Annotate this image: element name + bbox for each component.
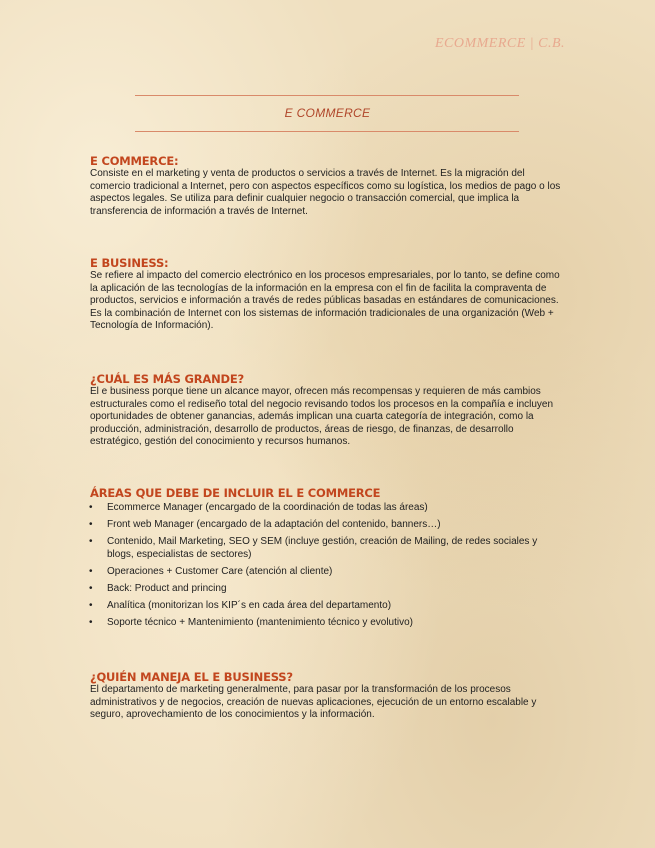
bullet-icon: • xyxy=(89,582,93,594)
section-ecommerce xyxy=(90,154,564,218)
list-item-text: Operaciones + Customer Care (atención al cliente) xyxy=(107,565,333,577)
bullet-icon: • xyxy=(89,502,93,513)
list-item xyxy=(90,617,564,630)
list-item-text: Ecommerce Manager (encargado de la coordinación de todas las áreas) xyxy=(107,502,428,513)
section-who xyxy=(90,670,564,722)
section-ebusiness xyxy=(90,256,564,333)
list-item xyxy=(90,566,564,579)
bullet-icon: • xyxy=(89,536,93,548)
running-header: ECOMMERCE | C.B. xyxy=(434,36,565,51)
list-item-text: Front web Manager (encargado de la adaptación del contenido, banners…) xyxy=(107,519,441,531)
list-item-text: Contenido, Mail Marketing, SEO y SEM (incluye gestión, creación de Mailing, de redes sociales y blogs, especialistas de sectores) xyxy=(107,536,538,560)
list-item xyxy=(90,536,564,561)
section-heading: E COMMERCE: xyxy=(90,154,179,168)
list-item xyxy=(90,519,564,532)
areas-list xyxy=(90,502,564,630)
section-bigger xyxy=(90,372,564,449)
section-body: El departamento de marketing generalmente, para pasar por la transformación de los procesos administrativos y de negocios, creación de nuevas aplicaciones, ejecución de un entorno escalable y seguro, aprovechamiento de los conocimientos y la información. xyxy=(90,684,537,721)
list-item xyxy=(90,583,564,596)
list-item-text: Analítica (monitorizan los KIP´s en cada área del departamento) xyxy=(107,600,392,612)
bullet-icon: • xyxy=(89,617,93,629)
title-rule-bottom xyxy=(135,131,519,132)
document-title: E COMMERCE xyxy=(284,106,371,120)
section-areas xyxy=(90,486,564,634)
bullet-icon: • xyxy=(89,519,93,531)
section-body: El e business porque tiene un alcance mayor, ofrecen más recompensas y requieren de más cambios estructurales como el rediseño total del negocio revisando todos los procesos en la compañía e incluyen oportunidades de obtener ganancias, además implican una cuarta categoría de integración, como la producción, administración, desarrollo de productos, áreas de riesgo, de finanzas, de desarrollo estratégico, gestión del conocimiento y recursos humanos. xyxy=(90,386,554,448)
title-rule-top xyxy=(135,95,519,96)
section-heading: E BUSINESS: xyxy=(90,256,169,270)
section-heading: ¿CUÁL ES MÁS GRANDE? xyxy=(90,372,244,386)
bullet-icon: • xyxy=(89,565,93,577)
section-heading: ¿QUIÉN MANEJA EL E BUSINESS? xyxy=(90,670,293,684)
list-item-text: Back: Product and princing xyxy=(107,582,227,594)
section-body: Se refiere al impacto del comercio electrónico en los procesos empresariales, por lo tanto, se define como la aplicación de las tecnologías de la información en la empresa con el fin de facilita la compraventa de productos, servicios e información a través de redes públicas basadas en estándares de comunicaciones. Es la combinación de Internet con los sistemas de información tradicionales de una organización (Web + Tecnología de Información). xyxy=(90,270,560,332)
section-heading: ÁREAS QUE DEBE DE INCLUIR EL E COMMERCE xyxy=(90,486,381,500)
list-item-text: Soporte técnico + Mantenimiento (mantenimiento técnico y evolutivo) xyxy=(107,617,413,629)
bullet-icon: • xyxy=(89,600,93,612)
list-item xyxy=(90,502,564,515)
section-body: Consiste en el marketing y venta de productos o servicios a través de Internet. Es la migración del comercio tradicional a Internet, pero con aspectos específicos como su logística, los medios de pago o los aspectos legales. Se utiliza para definir cualquier negocio o transacción comercial, que implica la transferencia de información a través de Internet. xyxy=(90,168,561,217)
list-item xyxy=(90,600,564,613)
